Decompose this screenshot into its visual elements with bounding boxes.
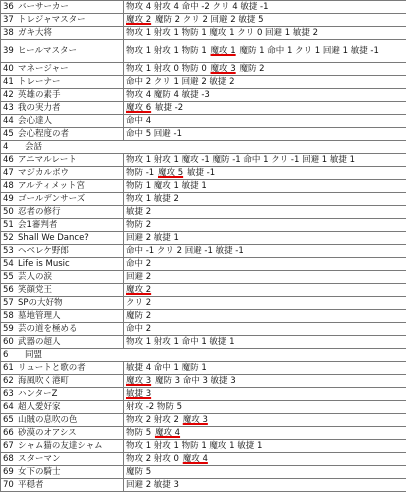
item-number: 70 [3, 480, 14, 490]
stat-text: 物攻 4 射攻 4 命中 -2 クリ 4 敏捷 -1 [126, 2, 269, 12]
item-name-cell [1, 258, 124, 271]
item-name-cell [1, 401, 124, 414]
item-stats-cell [124, 284, 406, 297]
item-number: 48 [3, 181, 14, 191]
stat-text: 物攻 1 射攻 1 物防 1 魔攻 1 敏捷 1 [126, 441, 263, 451]
item-name-cell [1, 115, 124, 128]
item-number: 67 [3, 441, 14, 451]
item-stats-cell [124, 193, 406, 206]
table-row [1, 362, 406, 375]
section-header-row [1, 349, 406, 362]
item-name: 会心程度の者 [18, 129, 70, 139]
item-name: 忍者の修行 [18, 207, 61, 217]
stat-text: 物防 5 [126, 428, 152, 438]
item-name: スターマン [18, 454, 61, 464]
stat-text: 物攻 1 射攻 1 命中 1 敏捷 1 [126, 337, 235, 347]
item-number: 61 [3, 363, 14, 373]
item-number: 68 [3, 454, 14, 464]
item-name: マジカルボウ [18, 168, 70, 178]
item-name-cell [1, 284, 124, 297]
table-row [1, 1, 406, 14]
stat-text: 敏捷 -1 [186, 168, 216, 178]
stat-text: 回避 2 敏捷 1 [126, 233, 179, 243]
item-stats-cell [124, 154, 406, 167]
stat-text: 物攻 2 射攻 0 [126, 454, 179, 464]
item-name-cell [1, 63, 124, 76]
item-stats-cell [124, 440, 406, 453]
item-stats-cell [124, 466, 406, 479]
table-row [1, 284, 406, 297]
stat-text: クリ 2 [126, 298, 152, 308]
item-number: 55 [3, 272, 14, 282]
item-stats-cell [124, 63, 406, 76]
stat-text: 命中 5 回避 -1 [126, 129, 182, 139]
item-name: トレーナー [18, 77, 61, 87]
stat-text: 物攻 1 射攻 1 物防 1 魔攻 1 クリ 0 回避 1 敏捷 2 [126, 28, 318, 38]
item-stats-cell [124, 40, 406, 63]
item-name: リュートと歌の者 [18, 363, 86, 373]
table-row [1, 271, 406, 284]
table-row [1, 453, 406, 466]
item-name: 会心達人 [18, 116, 53, 126]
stat-text: 魔防 3 命中 3 敏捷 3 [154, 376, 236, 386]
stat-highlight: 魔攻 6 [126, 103, 152, 113]
item-name: 会1審判者 [18, 220, 58, 230]
stat-text: 命中 2 [126, 259, 152, 269]
item-name-cell [1, 193, 124, 206]
item-number: 59 [3, 324, 14, 334]
stat-highlight: 魔攻 1 [210, 46, 236, 56]
table-row [1, 14, 406, 27]
item-stats-cell [124, 414, 406, 427]
stat-text: 回避 2 敏捷 3 [126, 480, 179, 490]
item-stats-cell [124, 479, 406, 492]
item-stats-cell [124, 180, 406, 193]
stat-highlight: 魔攻 5 [158, 168, 184, 178]
item-stats-cell [124, 128, 406, 141]
item-number: 50 [3, 207, 14, 217]
item-number: 41 [3, 77, 14, 87]
table-row [1, 40, 406, 63]
item-name: 英雄の素手 [18, 90, 61, 100]
item-name: トレジャマスター [18, 15, 86, 25]
table-row [1, 115, 406, 128]
table-row [1, 375, 406, 388]
item-name: ヒールマスター [18, 46, 77, 56]
item-name: ガキ大将 [18, 28, 53, 38]
table-row [1, 323, 406, 336]
table-row [1, 193, 406, 206]
item-number: 53 [3, 246, 14, 256]
item-name: マネージャー [18, 64, 69, 74]
item-name: 我の実力者 [18, 103, 61, 113]
item-name-cell [1, 154, 124, 167]
item-stats-cell [124, 1, 406, 14]
item-number: 49 [3, 194, 14, 204]
item-name: シャム猫の友達シャム [18, 441, 103, 451]
item-name-cell [1, 479, 124, 492]
table-row [1, 466, 406, 479]
stat-text: 物防 -1 [126, 168, 155, 178]
item-number: 44 [3, 116, 14, 126]
section-header-cell [1, 349, 406, 362]
table-row [1, 336, 406, 349]
table-row [1, 440, 406, 453]
stat-text: 物攻 1 敏捷 2 [126, 194, 179, 204]
item-name-cell [1, 271, 124, 284]
table-row [1, 154, 406, 167]
stat-text: 回避 2 [126, 272, 152, 282]
item-number: 52 [3, 233, 14, 243]
item-stats-cell [124, 271, 406, 284]
item-name: アルティメット宮 [18, 181, 85, 191]
item-name: ゴールデンサーズ [18, 194, 86, 204]
item-name-cell [1, 14, 124, 27]
stat-highlight: 魔攻 4 [154, 428, 181, 438]
item-name-cell [1, 76, 124, 89]
item-name-cell [1, 219, 124, 232]
item-stats-cell [124, 167, 406, 180]
stat-text: 魔防 2 [239, 64, 265, 74]
item-name: SPの大好物 [18, 298, 63, 308]
item-number: 40 [3, 64, 14, 74]
item-stats-cell [124, 76, 406, 89]
item-name-cell [1, 440, 124, 453]
item-stats-cell [124, 362, 406, 375]
table-row [1, 27, 406, 40]
table-row [1, 414, 406, 427]
table-row [1, 63, 406, 76]
stat-text: 物防 2 [126, 220, 152, 230]
item-number: 51 [3, 220, 14, 230]
table-row [1, 427, 406, 440]
item-name-cell [1, 89, 124, 102]
table-row [1, 388, 406, 401]
table-row [1, 206, 406, 219]
item-number: 38 [3, 28, 14, 38]
stat-text: 敏捷 4 命中 1 魔防 1 [126, 363, 207, 373]
section-number: 6 [3, 350, 9, 360]
section-header-row [1, 141, 406, 154]
item-name-cell [1, 128, 124, 141]
item-name: 武器の超人 [18, 337, 61, 347]
item-name: アニマルレート [18, 155, 77, 165]
item-name-cell [1, 453, 124, 466]
item-name: 山賊の息吹の色 [18, 415, 78, 425]
item-name: 砂漠のオアシス [18, 428, 77, 438]
item-name-cell [1, 40, 124, 63]
item-stats-cell [124, 375, 406, 388]
item-number: 56 [3, 285, 14, 295]
stat-text: 物攻 1 射攻 1 物防 1 [126, 46, 207, 56]
section-title: 同盟 [25, 350, 43, 360]
table-row [1, 180, 406, 193]
item-number: 36 [3, 2, 14, 12]
item-name-cell [1, 427, 124, 440]
stat-highlight: 敏捷 3 [126, 389, 152, 399]
stat-text: 物攻 1 射攻 0 物防 0 [126, 64, 207, 74]
item-number: 47 [3, 168, 14, 178]
item-number: 39 [3, 46, 14, 56]
item-name-cell [1, 336, 124, 349]
stat-text: 物防 1 魔攻 1 敏捷 1 [126, 181, 207, 191]
item-name-cell [1, 310, 124, 323]
item-name: ハンターZ [18, 389, 58, 399]
item-stats-cell [124, 297, 406, 310]
item-name-cell [1, 1, 124, 14]
item-name: Shall We Dance? [18, 233, 89, 243]
item-name-cell [1, 27, 124, 40]
stat-text: 物攻 2 射攻 2 [126, 415, 179, 425]
item-stats-cell [124, 453, 406, 466]
item-stats-cell [124, 427, 406, 440]
table-row [1, 219, 406, 232]
stat-highlight: 魔攻 2 [126, 285, 152, 295]
item-stats-cell [124, 401, 406, 414]
item-stats-cell [124, 232, 406, 245]
section-title: 会話 [25, 142, 43, 152]
stat-text: 命中 2 [126, 324, 152, 334]
stat-text: 物攻 4 魔防 4 敏捷 -3 [126, 90, 210, 100]
item-name: ヘベレケ野郎 [18, 246, 69, 256]
item-name: 平穏者 [18, 480, 44, 490]
item-number: 57 [3, 298, 14, 308]
item-stats-cell [124, 102, 406, 115]
stat-text: 魔防 1 命中 1 クリ 1 回避 1 敏捷 -1 [239, 46, 379, 56]
item-number: 60 [3, 337, 14, 347]
item-number: 42 [3, 90, 14, 100]
item-stats-cell [124, 336, 406, 349]
stat-text: 魔防 2 クリ 2 回避 2 敏捷 5 [154, 15, 264, 25]
item-number: 63 [3, 389, 14, 399]
item-name-cell [1, 206, 124, 219]
item-name: 墓地管理人 [18, 311, 61, 321]
item-number: 46 [3, 155, 14, 165]
stat-highlight: 魔攻 2 [126, 15, 152, 25]
item-name-cell [1, 167, 124, 180]
stat-text: 魔防 5 [126, 467, 152, 477]
item-number: 64 [3, 402, 14, 412]
item-name-cell [1, 323, 124, 336]
item-number: 62 [3, 376, 14, 386]
table-row [1, 76, 406, 89]
item-number: 66 [3, 428, 14, 438]
stat-text: 敏捷 2 [126, 207, 152, 217]
item-stats-cell [124, 206, 406, 219]
table-row [1, 167, 406, 180]
item-stats-cell [124, 219, 406, 232]
table-row [1, 297, 406, 310]
table-row [1, 479, 406, 492]
item-stats-cell [124, 310, 406, 323]
item-name: 海風吹く港町 [18, 376, 70, 386]
table-row [1, 258, 406, 271]
item-name: 超人愛好家 [18, 402, 61, 412]
stat-highlight: 魔攻 3 [126, 376, 152, 386]
item-name-cell [1, 245, 124, 258]
item-number: 37 [3, 15, 14, 25]
item-name: 女下の騎士 [18, 467, 61, 477]
item-number: 69 [3, 467, 14, 477]
stat-text: 命中 2 クリ 1 回避 2 敏捷 2 [126, 77, 235, 87]
item-stats-cell [124, 89, 406, 102]
item-name: 芸人の涙 [18, 272, 53, 282]
item-stats-cell [124, 258, 406, 271]
item-stats-cell [124, 115, 406, 128]
item-stats-cell [124, 245, 406, 258]
item-name-cell [1, 232, 124, 245]
item-name-cell [1, 102, 124, 115]
item-name-cell [1, 388, 124, 401]
item-name: 笑顔党王 [18, 285, 53, 295]
section-number: 4 [3, 142, 9, 152]
item-number: 65 [3, 415, 14, 425]
item-stats-cell [124, 27, 406, 40]
item-name-cell [1, 297, 124, 310]
item-name-cell [1, 466, 124, 479]
item-name-cell [1, 180, 124, 193]
stat-text: 敏捷 -2 [154, 103, 184, 113]
item-number: 54 [3, 259, 14, 269]
table-row [1, 232, 406, 245]
item-name-cell [1, 414, 124, 427]
stat-highlight: 魔攻 3 [182, 415, 208, 425]
stat-text: 物攻 1 射攻 1 魔攻 -1 魔防 -1 命中 1 クリ -1 回避 1 敏捷 1 [126, 155, 355, 165]
item-number: 43 [3, 103, 14, 113]
item-name: Life is Music [18, 259, 70, 269]
table-row [1, 89, 406, 102]
item-name-cell [1, 375, 124, 388]
table-row [1, 245, 406, 258]
item-name-cell [1, 362, 124, 375]
item-number: 58 [3, 311, 14, 321]
table-row [1, 102, 406, 115]
stats-table-body [1, 1, 406, 492]
stat-text: 魔防 2 [126, 311, 152, 321]
item-name: バーサーカー [18, 2, 69, 12]
stat-highlight: 魔攻 4 [182, 454, 208, 464]
stat-text: 命中 4 [126, 116, 152, 126]
section-header-cell [1, 141, 406, 154]
stat-text: 射攻 -2 物防 5 [126, 402, 182, 412]
stat-text: 命中 -1 クリ 2 回避 -1 敏捷 -1 [126, 246, 244, 256]
item-stats-cell [124, 323, 406, 336]
item-stats-cell [124, 14, 406, 27]
item-name: 芸の道を極める [18, 324, 78, 334]
table-row [1, 128, 406, 141]
table-row [1, 310, 406, 323]
item-number: 45 [3, 129, 14, 139]
item-stats-cell [124, 388, 406, 401]
table-row [1, 401, 406, 414]
stat-highlight: 魔攻 3 [210, 64, 236, 74]
